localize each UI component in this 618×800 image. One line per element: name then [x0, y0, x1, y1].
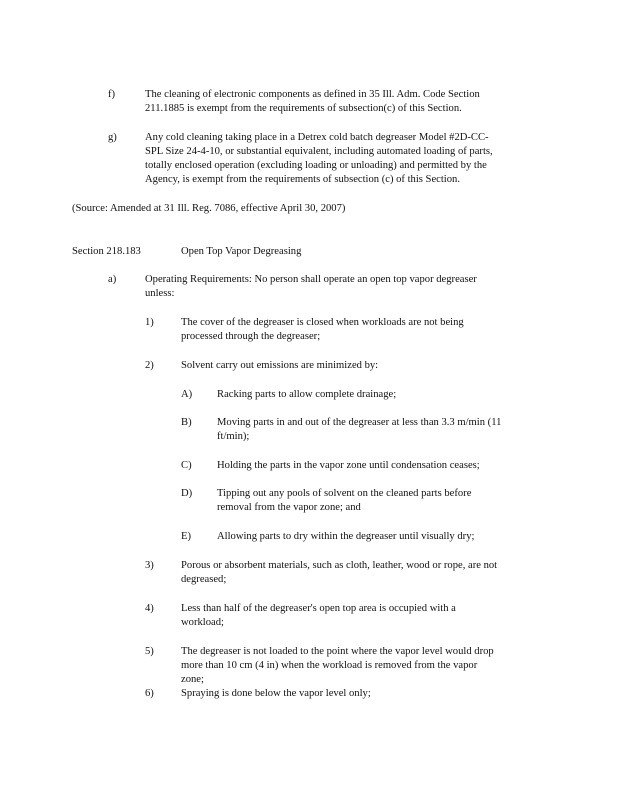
sub-item-E-line-1: Allowing parts to dry within the degreaser until visually dry; [217, 531, 475, 542]
item-label-f: f) [108, 89, 116, 100]
requirement-label-1: 1) [145, 317, 154, 328]
requirement-2-line-1: Solvent carry out emissions are minimized by: [181, 360, 379, 371]
sub-item-C-line-1: Holding the parts in the vapor zone until condensation ceases; [217, 460, 480, 471]
item-g-line-3: totally enclosed operation (excluding loading or unloading) and permitted by the [145, 160, 487, 171]
sub-item-A-line-1: Racking parts to allow complete drainage; [217, 389, 397, 400]
item-g-line-2: SPL Size 24-4-10, or substantial equivalent, including automated loading of parts, [145, 146, 493, 157]
subsection-label-a: a) [108, 274, 117, 285]
item-f-line-1: The cleaning of electronic components as defined in 35 Ill. Adm. Code Section [145, 89, 480, 100]
requirement-3-line-2: degreased; [181, 574, 227, 585]
sub-item-B-line-2: ft/min); [217, 431, 250, 442]
source-note: (Source: Amended at 31 Ill. Reg. 7086, effective April 30, 2007) [72, 203, 346, 214]
requirement-label-2: 2) [145, 360, 154, 371]
requirement-1-line-2: processed through the degreaser; [181, 331, 321, 342]
requirement-label-3: 3) [145, 560, 154, 571]
requirement-5-line-2: more than 10 cm (4 in) when the workload is removed from the vapor [181, 660, 478, 671]
requirement-1-line-1: The cover of the degreaser is closed when workloads are not being [181, 317, 464, 328]
requirement-4-line-2: workload; [181, 617, 224, 628]
sub-item-label-D: D) [181, 488, 193, 499]
requirement-5-line-3: zone; [181, 674, 204, 685]
sub-item-B-line-1: Moving parts in and out of the degreaser at less than 3.3 m/min (11 [217, 417, 502, 428]
requirement-6-line-1: Spraying is done below the vapor level only; [181, 688, 371, 699]
item-g-line-1: Any cold cleaning taking place in a Detrex cold batch degreaser Model #2D-CC- [145, 132, 489, 143]
sub-item-D-line-2: removal from the vapor zone; and [217, 502, 361, 513]
sub-item-D-line-1: Tipping out any pools of solvent on the cleaned parts before [217, 488, 472, 499]
subsection-a-line-2: unless: [145, 288, 175, 299]
item-label-g: g) [108, 132, 117, 143]
sub-item-label-E: E) [181, 531, 191, 542]
requirement-3-line-1: Porous or absorbent materials, such as cloth, leather, wood or rope, are not [181, 560, 498, 571]
requirement-label-5: 5) [145, 646, 154, 657]
section-title: Open Top Vapor Degreasing [181, 246, 302, 257]
sub-item-label-C: C) [181, 460, 192, 471]
item-g-line-4: Agency, is exempt from the requirements of subsection (c) of this Section. [145, 174, 460, 185]
requirement-label-6: 6) [145, 688, 154, 699]
requirement-4-line-1: Less than half of the degreaser's open top area is occupied with a [181, 603, 456, 614]
sub-item-label-A: A) [181, 389, 193, 400]
sub-item-label-B: B) [181, 417, 192, 428]
subsection-a-line-1: Operating Requirements: No person shall operate an open top vapor degreaser [145, 274, 477, 285]
item-f-line-2: 211.1885 is exempt from the requirements of subsection(c) of this Section. [145, 103, 462, 114]
requirement-label-4: 4) [145, 603, 154, 614]
requirement-5-line-1: The degreaser is not loaded to the point where the vapor level would drop [181, 646, 494, 657]
section-number: Section 218.183 [72, 246, 141, 257]
